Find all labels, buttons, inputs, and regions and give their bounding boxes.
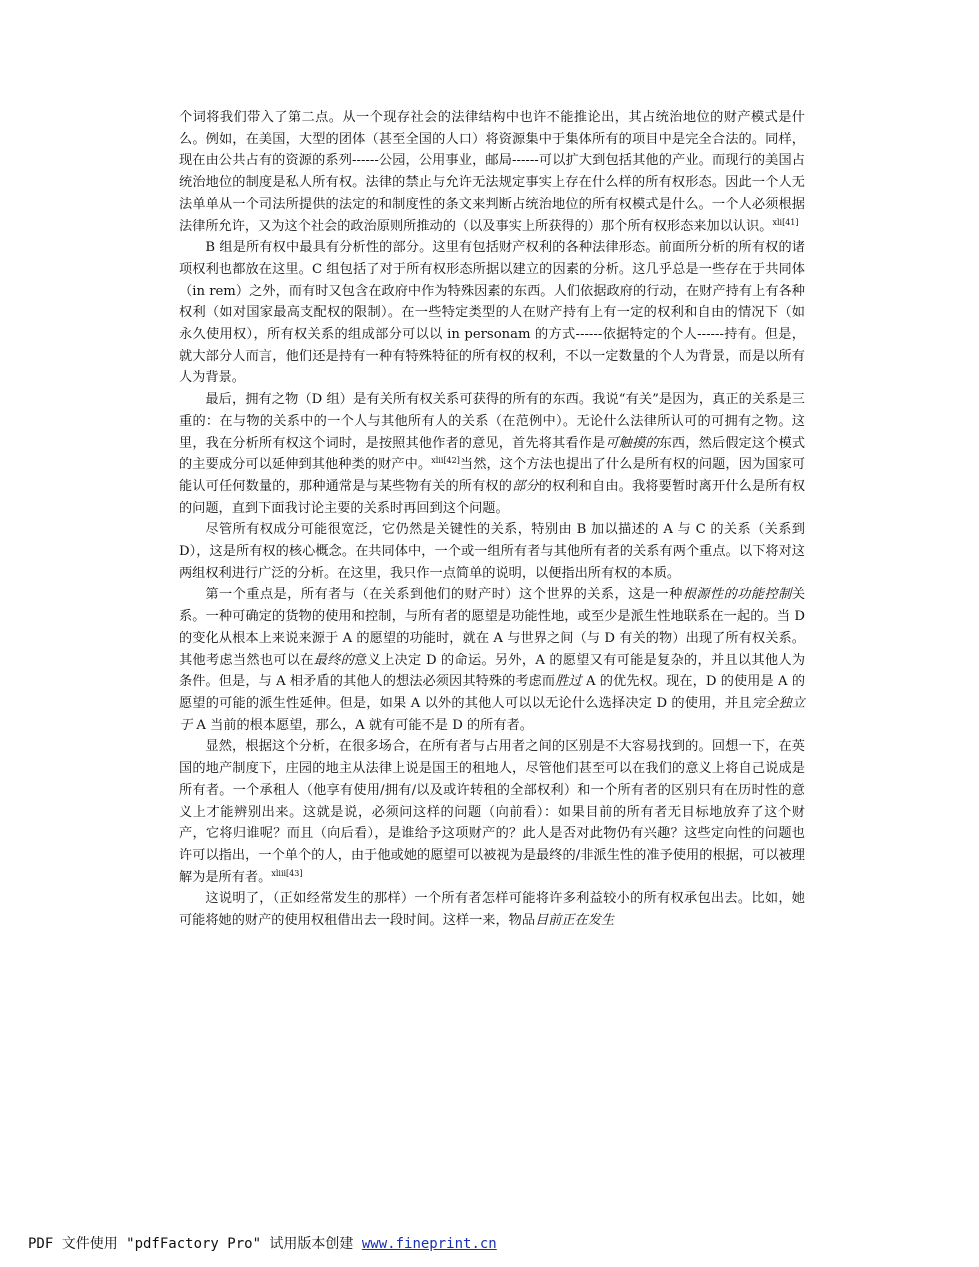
paragraph (179, 107, 805, 237)
footer-link[interactable]: www.fineprint.cn (361, 1236, 497, 1252)
text-run: A 当前的根本愿望，那么，A 就有可能不是 D 的所有者。 (192, 717, 533, 733)
text-run: 个词将我们带入了第二点。从一个现存社会的法律结构中也许不能推论出，其占统治地位的财产模式是什么。例如，在美国，大型的团体（甚至全国的人口）将资源集中于集体所有的项目中是完全合法的。同样，现在由公共占有的资源的系列------公园，公用事业，邮局------可以扩大到包括其他的产业。而现行的美国占统治地位的制度是私人所有权。法律的禁止与允许无法规定事实上存在什么样的所有权形态。因此一个人无法单单从一个司法所提供的法定的和制度性的条文来判断占统治地位的所有权模式是什么。一个人必须根据法律所允许，又为这个社会的政治原则所推动的（以及事实上所获得的）那个所有权形态来加以认识。 (179, 110, 805, 234)
emphasized-text: 目前正在发生 (535, 913, 615, 929)
footnote-ref: xli[41] (772, 217, 799, 227)
paragraph (179, 584, 805, 736)
footnote-ref: xlii[42] (431, 456, 460, 466)
paragraph (179, 389, 805, 519)
footnote-ref: xliii[43] (271, 868, 303, 878)
text-run: A 的优先权。现在，D 的使用是 A 的愿望的可能的派生性延伸。但是，如果 A 以外的其他人可以以无论什么选择决定 D 的使用，并且 (179, 674, 806, 711)
emphasized-text: 最终的 (313, 652, 355, 668)
text-run: 东西，然后假定这个模式的主要成分可以延伸到其他种类的财产中。 (179, 435, 806, 473)
text-run: 显然，根据这个分析，在很多场合，在所有者与占用者之间的区别是不大容易找到的。回想一下，在英国的地产制度下，庄园的地主从法律上说是国王的租地人，尽管他们甚至可以在我们的意义上将自己说成是所有者。一个承租人（他享有使用/拥有/以及或许转租的全部权利）和一个所有者的区别只有在历时性的意义上才能辨别出来。这就是说，必须问这样的问题（向前看）：如果目前的所有者无目标地放弃了这个财产，它将归谁呢？而且（向后看），是谁给予这项财产的？此人是否对此物仍有兴趣？这些定向性的问题也许可以指出，一个单个的人，由于他或她的愿望可以被视为是最终的/非派生性的准予使用的根据，可以被理解为是所有者。 (179, 739, 805, 885)
text-run: B 组是所有权中最具有分析性的部分。这里有包括财产权利的各种法律形态。前面所分析的所有权的诸项权利也都放在这里。C 组包括了对于所有权形态所据以建立的因素的分析。这几乎总是一些存在于共同体（in rem）之外，而有时又包含在政府中作为特殊因素的东西。人们依据政府的行动，在财产持有上有各种权利（如对国家最高支配权的限制）。在一些特定类型的人在财产持有上有一定的权利和自由的情况下（如永久使用权），所有权关系的组成部分可以以 in personam 的方式------依据特定的个人------持有。但是，就大部分人而言，他们还是持有一种有特殊特征的所有权的权利，不以一定数量的个人为背景，而是以所有人为背景。 (179, 240, 805, 386)
pdf-footer (28, 1233, 497, 1253)
emphasized-text: 胜过 (555, 674, 582, 690)
emphasized-text: 完全独立于 (179, 695, 805, 733)
paragraph (179, 888, 805, 931)
text-run: 当然，这个方法也提出了什么是所有权的问题，因为国家可能认可任何数量的，那种通常是与某些物有关的所有权的 (179, 457, 806, 494)
text-run: 的权利和自由。我将要暂时离开什么是所有权的问题，直到下面我讨论主要的关系时再回到这个问题。 (179, 478, 806, 516)
text-run: 这说明了，（正如经常发生的那样）一个所有者怎样可能将许多利益较小的所有权承包出去。比如，她可能将她的财产的使用权租借出去一段时间。这样一来，物品 (179, 891, 805, 929)
body-text (179, 107, 805, 932)
footer-text: PDF 文件使用 "pdfFactory Pro" 试用版本创建 (28, 1236, 362, 1252)
paragraph (179, 237, 805, 389)
text-run: 最后，拥有之物（D 组）是有关所有权关系可获得的所有的东西。我说“有关”是因为，真正的关系是三重的：在与物的关系中的一个人与其他所有人的关系（在范例中）。无论什么法律所认可的可拥有之物。这里，我在分析所有权这个词时，是按照其他作者的意见，首先将其看作是 (179, 392, 805, 451)
emphasized-text: 可触摸的 (605, 435, 659, 451)
emphasized-text: 根源性的功能控制 (682, 587, 792, 603)
emphasized-text: 部分 (512, 478, 539, 494)
text-run: 第一个重点是，所有者与（在关系到他们的财产时）这个世界的关系，这是一种 (205, 587, 683, 603)
text-run: 关系。一种可确定的货物的使用和控制，与所有者的愿望是功能性地，或至少是派生性地联系在一起的。当 D 的变化从根本上来说来源于 A 的愿望的功能时，就在 A 与世界之间（与 D 有关的物）出现了所有权关系。其他考虑当然也可以在 (179, 587, 806, 668)
text-run: 尽管所有权成分可能很宽泛，它仍然是关键性的关系，特别由 B 加以描述的 A 与 C 的关系（关系到 D），这是所有权的核心概念。在共同体中，一个或一组所有者与其他所有者的关系有两个重点。以下将对这两组权利进行广泛的分析。在这里，我只作一点简单的说明，以便指出所有权的本质。 (179, 522, 805, 581)
text-run: 意义上决定 D 的命运。另外，A 的愿望又有可能是复杂的，并且以其他人为条件。但是，与 A 相矛盾的其他人的想法必须因其特殊的考虑而 (179, 652, 806, 690)
paragraph (179, 519, 805, 584)
paragraph (179, 736, 805, 888)
